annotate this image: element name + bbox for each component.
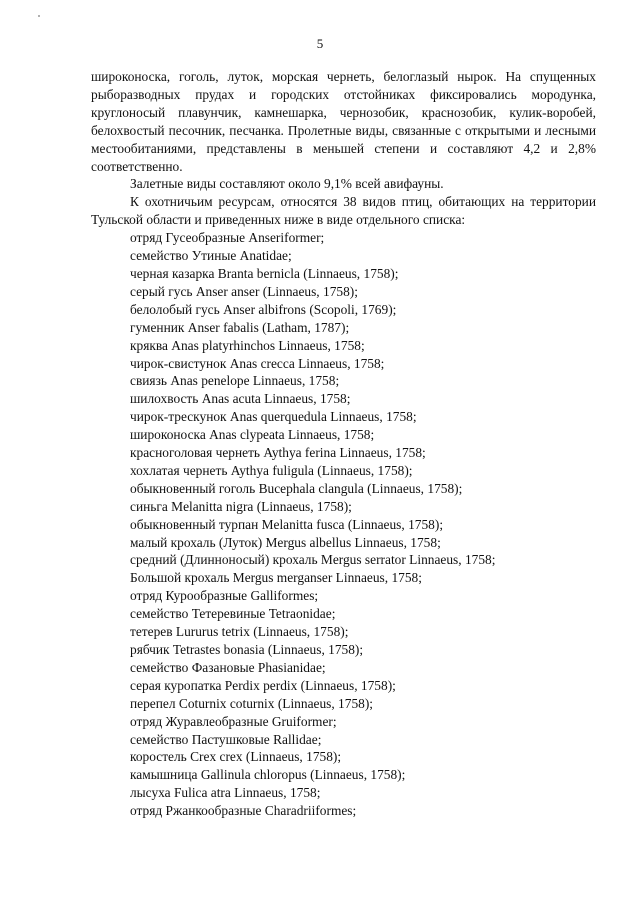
species-list-item: отряд Журавлеобразные Gruiformer;: [130, 713, 337, 729]
species-list-item: тетерев Lururus tetrix (Linnaeus, 1758);: [130, 624, 349, 640]
species-list-item: отряд Гусеобразные Anseriformer;: [130, 230, 325, 246]
species-list-item: свиязь Anas penelope Linnaeus, 1758;: [130, 373, 340, 389]
species-list-item: перепел Coturnix coturnix (Linnaeus, 1758);: [130, 695, 374, 711]
species-list-item: рябчик Tetrastes bonasia (Linnaeus, 1758);: [130, 642, 364, 657]
paragraph-game-resources: К охотничьим ресурсам, относятся 38 видов птиц, обитающих на территории Тульской области и приведенных ниже в виде отдельного списка:: [91, 194, 596, 228]
species-list-item: коростель Crex crex (Linnaeus, 1758);: [130, 749, 342, 765]
species-list-item: отряд Ржанкообразные Charadriiformes;: [130, 803, 357, 819]
species-list-item: семейство Утиные Anatidae;: [130, 248, 292, 264]
species-list-item: отряд Курообразные Galliformes;: [130, 588, 319, 604]
page-content: [91, 68, 596, 820]
species-list-item: обыкновенный турпан Melanitta fusca (Linnaeus, 1758);: [130, 516, 444, 532]
species-list-item: шилохвость Anas acuta Linnaeus, 1758;: [130, 391, 351, 407]
species-list-item: Большой крохаль Mergus merganser Linnaeus, 1758;: [130, 570, 422, 586]
species-list-item: серый гусь Anser anser (Linnaeus, 1758);: [130, 283, 358, 299]
species-list-item: семейство Пастушковые Rallidae;: [130, 731, 322, 747]
species-list-item: средний (Длинноносый) крохаль Mergus serrator Linnaeus, 1758;: [130, 552, 496, 568]
paragraph-continuation: широконоска, гоголь, луток, морская чернеть, белоглазый нырок. На спущенных рыборазводных прудах и городских отстойниках фиксировались мородунка, круглоносый плавунчик, камнешарка, чернозобик, краснозобик, кулик-воробей, белохвостый песочник, песчанка. Пролетные виды, связанные с открытыми и лесными местообитаниями, представлены в меньшей степени и составляют 4,2 и 2,8% соответственно.: [91, 69, 596, 174]
species-list-item: гуменник Anser fabalis (Latham, 1787);: [130, 319, 350, 335]
species-list-item: лысуха Fulica atra Linnaeus, 1758;: [130, 785, 321, 801]
species-list-item: чирок-свистунок Anas crecca Linnaeus, 1758;: [130, 355, 385, 371]
species-list-item: серая куропатка Perdix perdix (Linnaeus, 1758);: [130, 677, 396, 693]
species-list-item: синьга Melanitta nigra (Linnaeus, 1758);: [130, 498, 352, 514]
species-list-item: семейство Тетеревиные Tetraonidae;: [130, 606, 336, 622]
species-list-item: чирок-трескунок Anas querquedula Linnaeus, 1758;: [130, 409, 417, 425]
paragraph-vagrant-species: Залетные виды составляют около 9,1% всей авифауны.: [130, 176, 444, 192]
species-list-item: семейство Фазановые Phasianidae;: [130, 659, 326, 675]
species-list-item: черная казарка Branta bernicla (Linnaeus, 1758);: [130, 265, 399, 281]
species-list-item: малый крохаль (Луток) Mergus albellus Linnaeus, 1758;: [130, 534, 441, 550]
species-list-item: хохлатая чернеть Aythya fuligula (Linnaeus, 1758);: [130, 462, 413, 478]
species-list-item: широконоска Anas clypeata Linnaeus, 1758;: [130, 427, 375, 443]
scan-dot: [38, 15, 40, 17]
species-list-item: обыкновенный гоголь Bucephala clangula (Linnaeus, 1758);: [130, 480, 463, 496]
species-list-item: кряква Anas platyrhinchos Linnaeus, 1758;: [130, 337, 365, 353]
page-number: 5: [316, 36, 324, 51]
species-list: [91, 229, 596, 820]
species-list-item: красноголовая чернеть Aythya ferina Linnaeus, 1758;: [130, 445, 426, 461]
species-list-item: белолобый гусь Anser albifrons (Scopoli, 1769);: [130, 301, 397, 317]
species-list-item: камышница Gallinula chloropus (Linnaeus, 1758);: [130, 767, 406, 783]
